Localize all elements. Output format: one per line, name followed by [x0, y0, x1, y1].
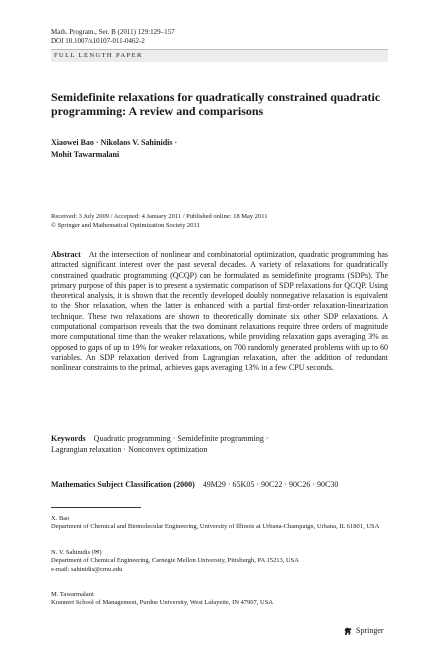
- publication-dates: [51, 212, 391, 230]
- abstract-heading: Abstract: [51, 250, 81, 259]
- publisher-name: Springer: [356, 626, 384, 635]
- journal-doi: DOI 10.1007/s10107-011-0462-2: [51, 37, 145, 45]
- msc-codes: 49M29 · 65K05 · 90C22 · 90C26 · 90C30: [202, 480, 339, 489]
- affiliation-address: Krannert School of Management, Purdue University, West Lafayette, IN 47907, USA: [51, 599, 274, 607]
- article-type-banner: [51, 49, 388, 62]
- abstract: [51, 250, 388, 374]
- abstract-text: At the intersection of nonlinear and combinatorial optimization, quadratic programming has attracted significant interest over the past several decades. A variety of relaxations for quadratically constrained quadratic programming (QCQP) can be formulated as semidefinite programs (SDPs). The primary purpose of this paper is to present a systematic comparison of SDP relaxations for QCQP. Using theoretical analysis, it is shown that the recently developed doubly nonnegative relaxation is equivalent to the Shor relaxation, when the latter is enhanced with a partial first-order relaxation-linearization technique. These two relaxations are shown to theoretically dominate six other SDP relaxations. A computational comparison reveals that the two dominant relaxations require three orders of magnitude more computational time than the weaker relaxations, while providing relaxation gaps averaging 3% as opposed to gaps of up to 19% for weaker relaxations, on 700 randomly generated problems with up to 60 variables. An SDP relaxation derived from Lagrangian relaxation, after the addition of redundant nonlinear constraints to the primal, achieves gaps averaging 13% in a few CPU seconds.: [51, 250, 388, 373]
- authors-line-1: Xiaowei Bao · Nikolaos V. Sahinidis ·: [51, 138, 178, 147]
- affiliation-tawarmalani: [51, 591, 391, 608]
- footnote-divider: [51, 507, 141, 508]
- keywords-line-1: Quadratic programming · Semidefinite programming ·: [93, 434, 269, 443]
- paper-title: Semidefinite relaxations for quadratically constrained quadratic programming: A review and comparisons: [51, 90, 381, 118]
- affiliation-address: Department of Chemical Engineering, Carnegie Mellon University, Pittsburgh, PA 15213, USA: [51, 557, 299, 565]
- springer-horse-icon: [343, 626, 353, 636]
- keywords-heading: Keywords: [51, 434, 86, 443]
- affiliation-name: X. Bao: [51, 515, 70, 522]
- copyright-line: © Springer and Mathematical Optimization Society 2011: [51, 222, 200, 229]
- publisher-mark: [343, 626, 384, 636]
- authors-line-2: Mohit Tawarmalani: [51, 150, 120, 159]
- affiliation-name: N. V. Sahinidis (✉): [51, 549, 102, 556]
- keywords: [51, 433, 388, 455]
- keywords-line-2: Lagrangian relaxation · Nonconvex optimization: [51, 445, 208, 454]
- author-list: [51, 137, 391, 161]
- affiliation-sahinidis: [51, 549, 391, 574]
- affiliation-address: Department of Chemical and Biomolecular Engineering, University of Illinois at Urbana-Champaign, Urbana, IL 61801, USA: [51, 523, 380, 531]
- affiliation-email: e-mail: sahinidis@cmu.edu: [51, 565, 123, 573]
- msc-heading: Mathematics Subject Classification (2000): [51, 480, 195, 489]
- article-type-label: FULL LENGTH PAPER: [54, 52, 143, 59]
- affiliation-name: M. Tawarmalani: [51, 591, 94, 598]
- affiliation-bao: [51, 515, 391, 532]
- dates-line: Received: 3 July 2009 / Accepted: 4 January 2011 / Published online: 18 May 2011: [51, 213, 268, 220]
- msc-classification: [51, 479, 388, 490]
- journal-header: [51, 28, 175, 46]
- journal-citation: Math. Program., Ser. B (2011) 129:129–157: [51, 28, 175, 36]
